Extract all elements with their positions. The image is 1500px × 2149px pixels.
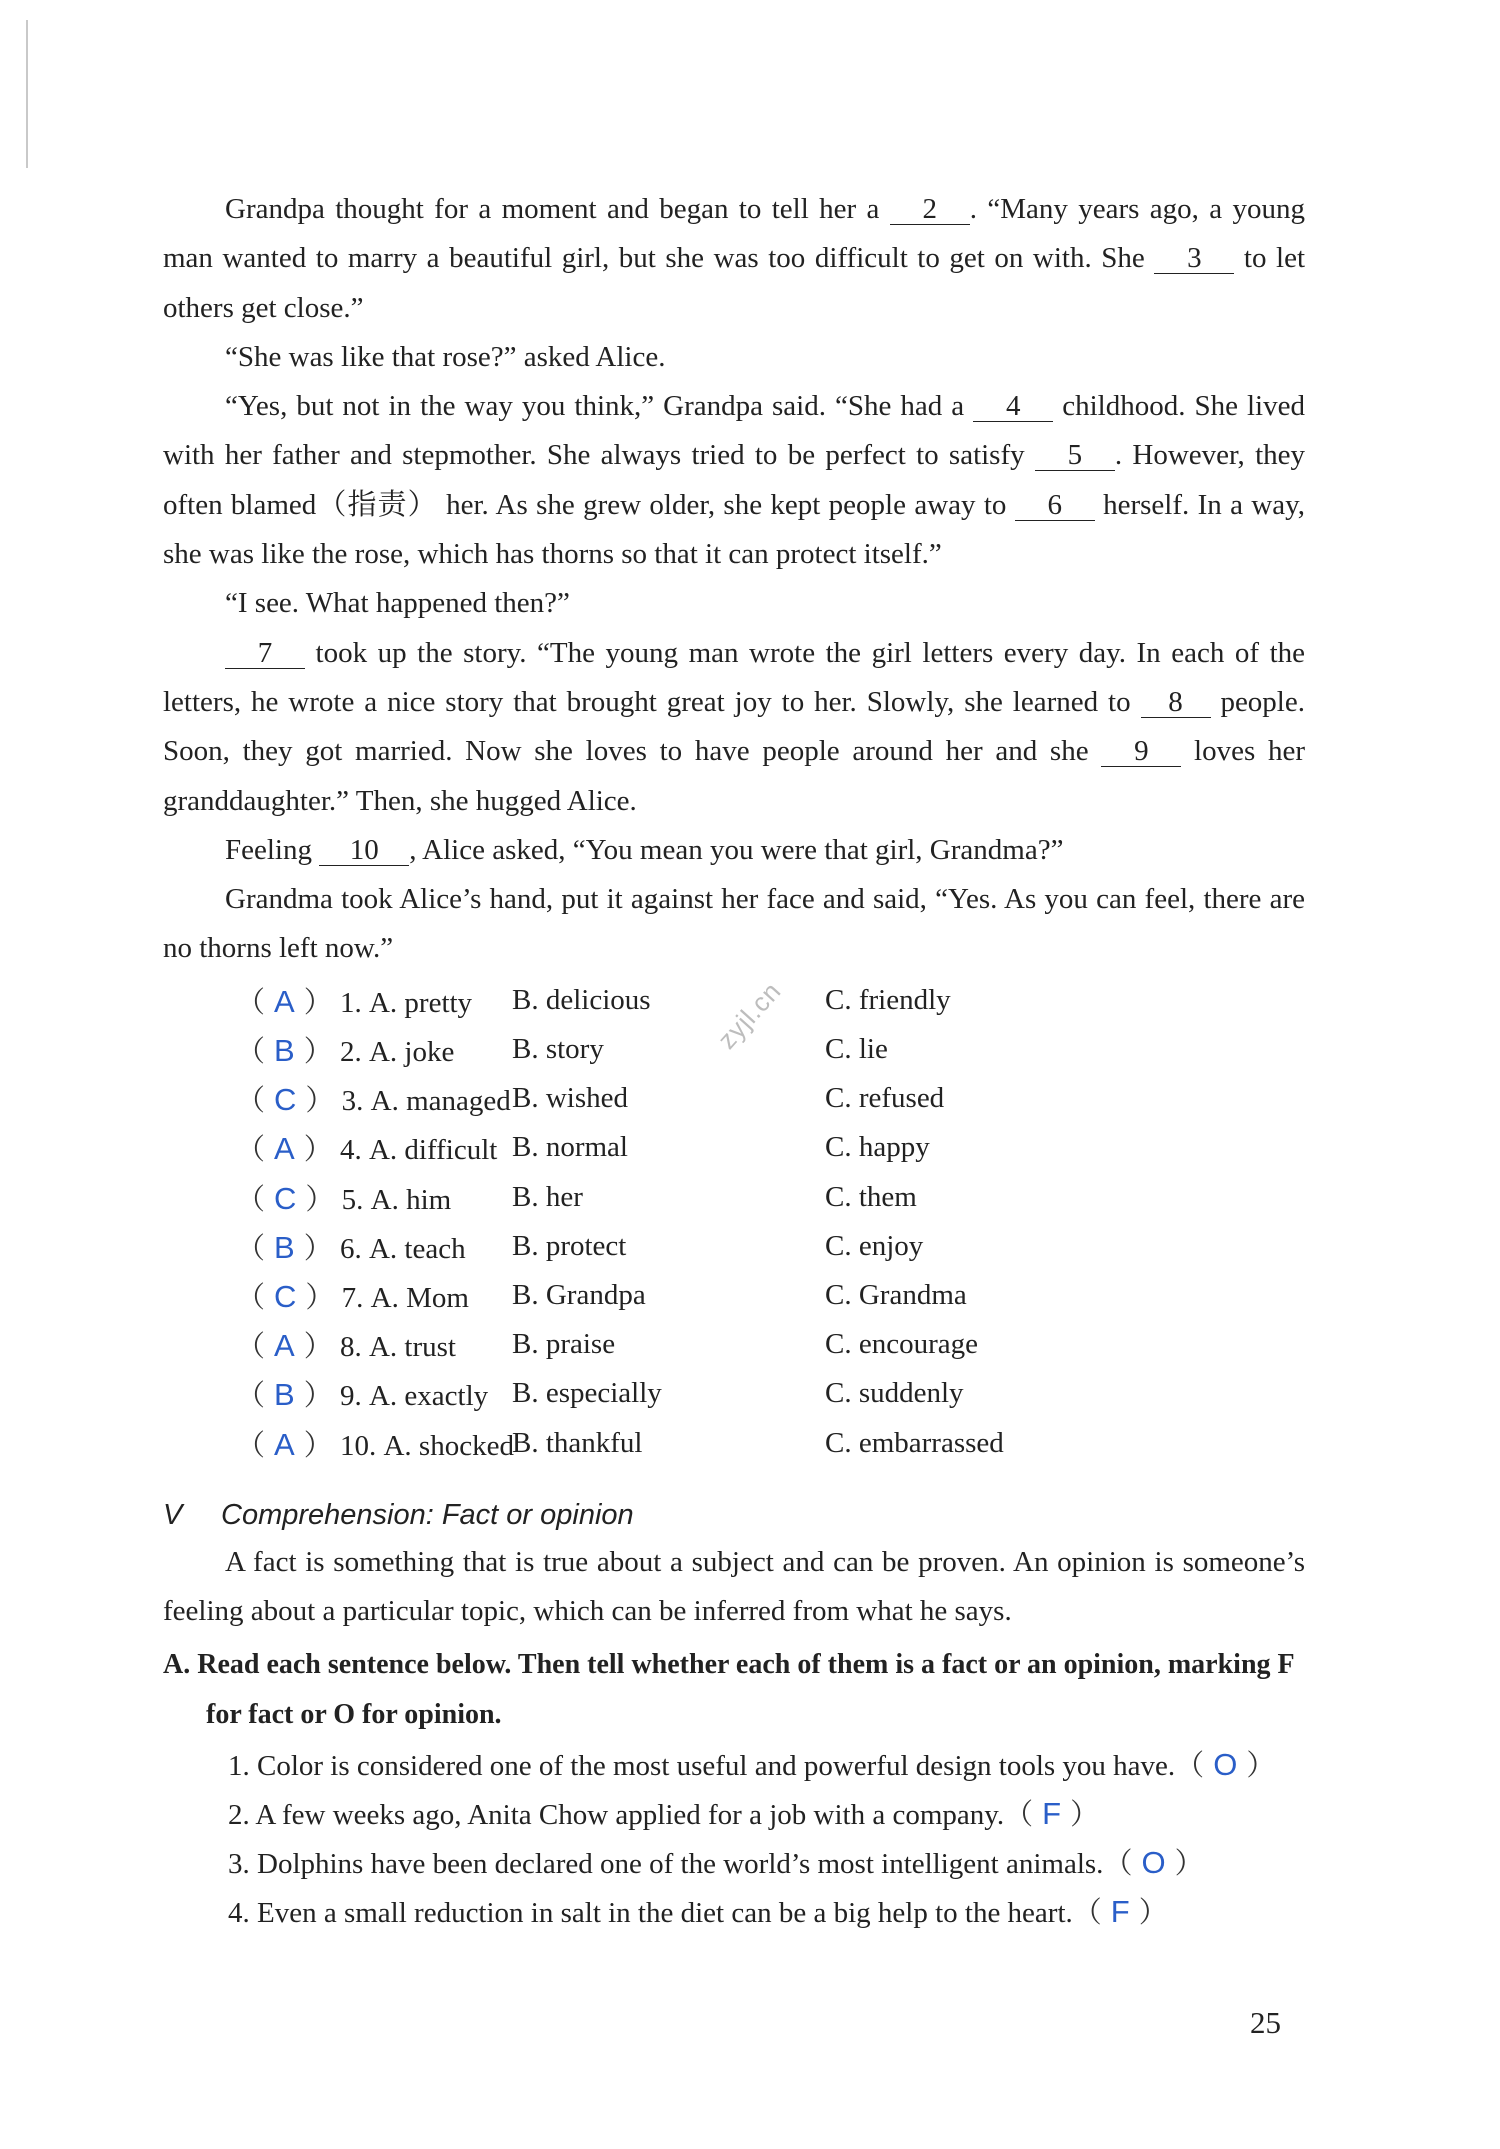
blank-10: 10	[319, 835, 409, 866]
option-a-text: 6. A. teach	[339, 1232, 466, 1265]
answer-letter: C	[274, 1082, 297, 1118]
answer-letter: C	[274, 1180, 297, 1216]
choice-option-a	[163, 1324, 512, 1365]
text-run: to let others get close.”	[163, 242, 1306, 324]
blank-7: 7	[225, 638, 305, 669]
text-run: Feeling	[225, 833, 320, 866]
choice-option-c: C. Grandma	[825, 1278, 967, 1311]
passage-paragraph-6	[163, 826, 1305, 875]
section-title: Comprehension: Fact or opinion	[221, 1498, 634, 1531]
answer-letter: C	[274, 1278, 297, 1314]
choice-option-b: B. protect	[512, 1229, 627, 1262]
choice-row-3	[163, 1074, 1305, 1123]
blank-5: 5	[1035, 440, 1115, 471]
paren-close: ）	[303, 986, 333, 1019]
text-run: took up the story. “The young man wrote the girl letters every day. In each of the letters, he wrote a nice story that brought great joy to her. Slowly, she learned to	[163, 636, 1305, 718]
fact-opinion-item-3	[163, 1838, 1305, 1887]
instruction-heading: A. Read each sentence below. Then tell whether each of them is a fact or an opinion, marking F for fact or O for opinion.	[163, 1649, 1294, 1731]
text-run: people. Soon, they got married. Now she loves to have people around her and she	[163, 685, 1305, 768]
fact-opinion-item-4	[163, 1887, 1305, 1936]
answer-letter: F	[1110, 1894, 1130, 1930]
paren-close: ）	[303, 1380, 333, 1413]
choice-option-c: C. happy	[825, 1131, 930, 1164]
choice-option-c: C. suddenly	[825, 1377, 964, 1410]
choice-row-8	[163, 1320, 1305, 1369]
passage-paragraph-3	[163, 382, 1305, 579]
section-number: V	[163, 1498, 183, 1531]
page-number: 25	[1250, 2005, 1281, 2040]
answer-letter: A	[274, 1328, 295, 1364]
choice-option-a	[163, 1177, 512, 1218]
answer-letter: O	[1141, 1845, 1166, 1881]
passage-paragraph-5	[163, 629, 1305, 826]
choice-option-b: B. story	[512, 1033, 604, 1066]
choice-option-c: C. them	[825, 1180, 917, 1213]
choice-row-10	[163, 1418, 1305, 1467]
choice-option-b: B. praise	[512, 1328, 616, 1361]
choice-option-a	[163, 1423, 512, 1464]
item-text: 4. Even a small reduction in salt in the diet can be a big help to the heart.	[228, 1897, 1073, 1930]
choice-option-a	[163, 1373, 512, 1414]
paren-close: ）	[303, 1331, 333, 1364]
choice-row-9	[163, 1369, 1305, 1418]
paren-close: ）	[303, 1429, 333, 1462]
choice-option-a	[163, 1275, 512, 1316]
blank-8: 8	[1141, 687, 1211, 718]
choice-option-a	[163, 1226, 512, 1267]
passage-paragraph-7: Grandma took Alice’s hand, put it against her face and said, “Yes. As you can feel, there are no thorns left now.”	[163, 883, 1305, 965]
answer-letter: O	[1213, 1747, 1238, 1783]
choice-row-6	[163, 1222, 1305, 1271]
paren-open: （	[236, 1429, 266, 1462]
answer-letter: A	[274, 1426, 295, 1462]
choice-option-c: C. friendly	[825, 983, 951, 1016]
paren-close: ）	[1138, 1897, 1168, 1930]
answer-letter: B	[274, 1377, 295, 1413]
blank-2: 2	[890, 194, 970, 225]
choice-option-a	[163, 1127, 512, 1168]
answer-letter: A	[274, 983, 295, 1019]
choice-option-b: B. delicious	[512, 983, 651, 1016]
paren-close: ）	[305, 1183, 335, 1216]
paren-open: （	[236, 1232, 266, 1265]
passage-paragraph-1	[163, 185, 1305, 333]
text-run: “Yes, but not in the way you think,” Grandpa said. “She had a	[225, 390, 974, 423]
choice-option-b: B. especially	[512, 1377, 662, 1410]
choice-option-a	[163, 980, 512, 1021]
paren-close: ）	[305, 1281, 335, 1314]
choice-option-a	[163, 1078, 512, 1119]
item-text: 3. Dolphins have been declared one of the world’s most intelligent animals.	[228, 1848, 1104, 1881]
fact-opinion-list	[163, 1740, 1305, 1936]
paren-close: ）	[1246, 1750, 1276, 1783]
blank-9: 9	[1101, 736, 1181, 767]
paren-open: （	[236, 1281, 266, 1314]
fact-opinion-item-1	[163, 1740, 1305, 1789]
choice-option-c: C. enjoy	[825, 1229, 924, 1262]
watermark: zyjl.cn	[711, 975, 787, 1055]
paren-open: （	[236, 1331, 266, 1364]
blank-4: 4	[973, 391, 1053, 422]
answer-letter: A	[274, 1131, 295, 1167]
paren-open: （	[1004, 1799, 1034, 1832]
page-content	[163, 185, 1305, 1936]
option-a-text: 8. A. trust	[339, 1331, 456, 1364]
passage-paragraph-4: “I see. What happened then?”	[225, 587, 570, 620]
paren-open: （	[236, 1134, 266, 1167]
passage-paragraph-2: “She was like that rose?” asked Alice.	[225, 340, 666, 373]
fact-opinion-item-2	[163, 1789, 1305, 1838]
choice-option-b: B. normal	[512, 1131, 628, 1164]
paren-open: （	[236, 1380, 266, 1413]
text-run: herself. In a way, she was like the rose, which has thorns so that it can protect itself.”	[163, 488, 1305, 571]
text-run: , Alice asked, “You mean you were that girl, Grandma?”	[409, 833, 1064, 866]
answer-letter: B	[274, 1033, 295, 1069]
paren-open: （	[1175, 1750, 1205, 1783]
paren-open: （	[236, 1085, 266, 1118]
paren-close: ）	[305, 1085, 335, 1118]
paren-open: （	[1072, 1897, 1102, 1930]
paren-open: （	[1103, 1848, 1133, 1881]
text-run: . However, they often blamed（指责） her. As she grew older, she kept people away to	[163, 439, 1305, 521]
text-run: loves her granddaughter.” Then, she hugged Alice.	[163, 735, 1305, 817]
option-a-text: 5. A. him	[341, 1183, 452, 1216]
option-a-text: 9. A. exactly	[339, 1380, 489, 1413]
choice-option-c: C. embarrassed	[825, 1426, 1004, 1459]
option-a-text: 7. A. Mom	[341, 1281, 469, 1314]
paren-open: （	[236, 1183, 266, 1216]
option-a-text: 3. A. managed	[341, 1085, 511, 1118]
answer-letter: F	[1042, 1796, 1062, 1832]
choice-option-c: C. encourage	[825, 1328, 978, 1361]
option-a-text: 10. A. shocked	[339, 1429, 514, 1462]
text-run: . “Many years ago, a young man wanted to marry a beautiful girl, but she was too difficult to get on with. She	[163, 193, 1305, 275]
choice-row-5	[163, 1173, 1305, 1222]
choice-option-c: C. refused	[825, 1082, 945, 1115]
text-run: Grandpa thought for a moment and began to tell her a	[225, 193, 890, 225]
option-a-text: 1. A. pretty	[339, 986, 473, 1019]
paren-open: （	[236, 986, 266, 1019]
section-intro: A fact is something that is true about a subject and can be proven. An opinion is someone’s feeling about a particular topic, which can be inferred from what he says.	[163, 1545, 1305, 1627]
option-a-text: 2. A. joke	[339, 1036, 455, 1069]
choice-option-b: B. Grandpa	[512, 1278, 646, 1311]
choice-option-c: C. lie	[825, 1033, 888, 1066]
choice-option-b: B. her	[512, 1180, 583, 1213]
choice-option-b: B. wished	[512, 1082, 628, 1115]
choice-row-4	[163, 1123, 1305, 1172]
item-text: 1. Color is considered one of the most useful and powerful design tools you have.	[228, 1750, 1176, 1783]
paren-close: ）	[1174, 1848, 1204, 1881]
choice-row-7	[163, 1271, 1305, 1320]
paren-close: ）	[303, 1232, 333, 1265]
blank-3: 3	[1154, 243, 1234, 274]
paren-close: ）	[1070, 1799, 1100, 1832]
paren-close: ）	[303, 1134, 333, 1167]
text-run: childhood. She lived with her father and stepmother. She always tried to be perfect to satisfy	[163, 390, 1305, 472]
paren-open: （	[236, 1036, 266, 1069]
paren-close: ）	[303, 1036, 333, 1069]
blank-6: 6	[1015, 490, 1095, 521]
choice-option-a	[163, 1029, 512, 1070]
answer-letter: B	[274, 1229, 295, 1265]
section-heading	[163, 1492, 1305, 1538]
binding-margin-line	[26, 20, 28, 168]
choice-option-b: B. thankful	[512, 1426, 643, 1459]
item-text: 2. A few weeks ago, Anita Chow applied for a job with a company.	[228, 1799, 1005, 1832]
option-a-text: 4. A. difficult	[339, 1134, 498, 1167]
